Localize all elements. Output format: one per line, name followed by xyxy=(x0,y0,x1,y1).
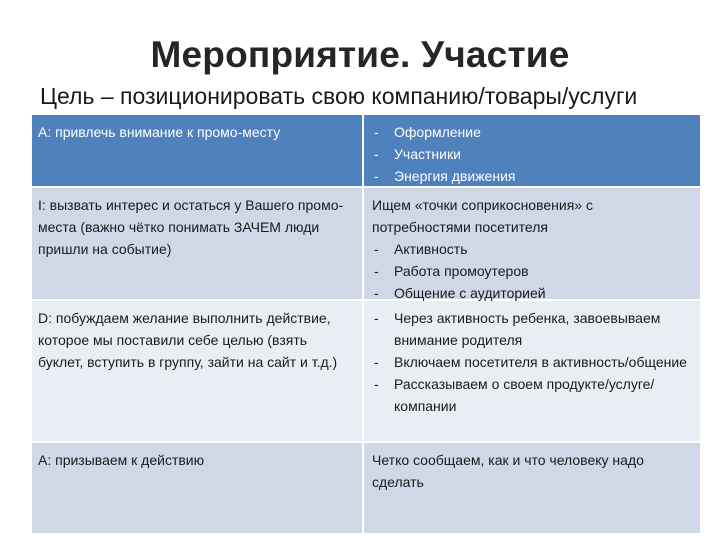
table-cell-stage: I: вызвать интерес и остаться у Вашего промо-места (важно чётко понимать ЗАЧЕМ люди пришли на событие) xyxy=(32,188,364,299)
actions-list xyxy=(372,307,692,417)
actions-list xyxy=(372,121,692,187)
list-item: - Рассказываем о своем продукте/услуге/компании xyxy=(372,373,692,417)
actions-intro: Ищем «точки соприкосновения» с потребностями посетителя xyxy=(372,197,593,235)
table-cell-stage: D: побуждаем желание выполнить действие, которое мы поставили себе целью (взять буклет, вступить в группу, зайти на сайт и т.д.) xyxy=(32,301,364,441)
list-item: - Включаем посетителя в активность/общение xyxy=(372,351,692,373)
slide-title: Мероприятие. Участие xyxy=(150,34,570,75)
table-cell-stage: A: привлечь внимание к промо-месту xyxy=(32,115,364,186)
table-cell-stage: A: призываем к действию xyxy=(32,443,364,533)
aida-table xyxy=(32,115,700,535)
actions-list xyxy=(372,238,692,304)
list-item: - Через активность ребенка, завоевываем внимание родителя xyxy=(372,307,692,351)
list-item: - Энергия движения xyxy=(372,165,692,187)
table-cell-actions: Четко сообщаем, как и что человеку надо сделать xyxy=(364,443,700,533)
table-cell-actions xyxy=(364,188,700,299)
table-row xyxy=(32,188,700,301)
table-cell-actions xyxy=(364,115,700,186)
table-row xyxy=(32,115,700,188)
table-row xyxy=(32,443,700,535)
slide-subtitle: Цель – позиционировать свою компанию/товары/услуги xyxy=(40,83,638,109)
list-item: - Оформление xyxy=(372,121,692,143)
list-item: - Участники xyxy=(372,143,692,165)
list-item: - Работа промоутеров xyxy=(372,260,692,282)
list-item: - Общение с аудиторией xyxy=(372,282,692,304)
list-item: - Активность xyxy=(372,238,692,260)
table-row xyxy=(32,301,700,443)
table-cell-actions xyxy=(364,301,700,441)
